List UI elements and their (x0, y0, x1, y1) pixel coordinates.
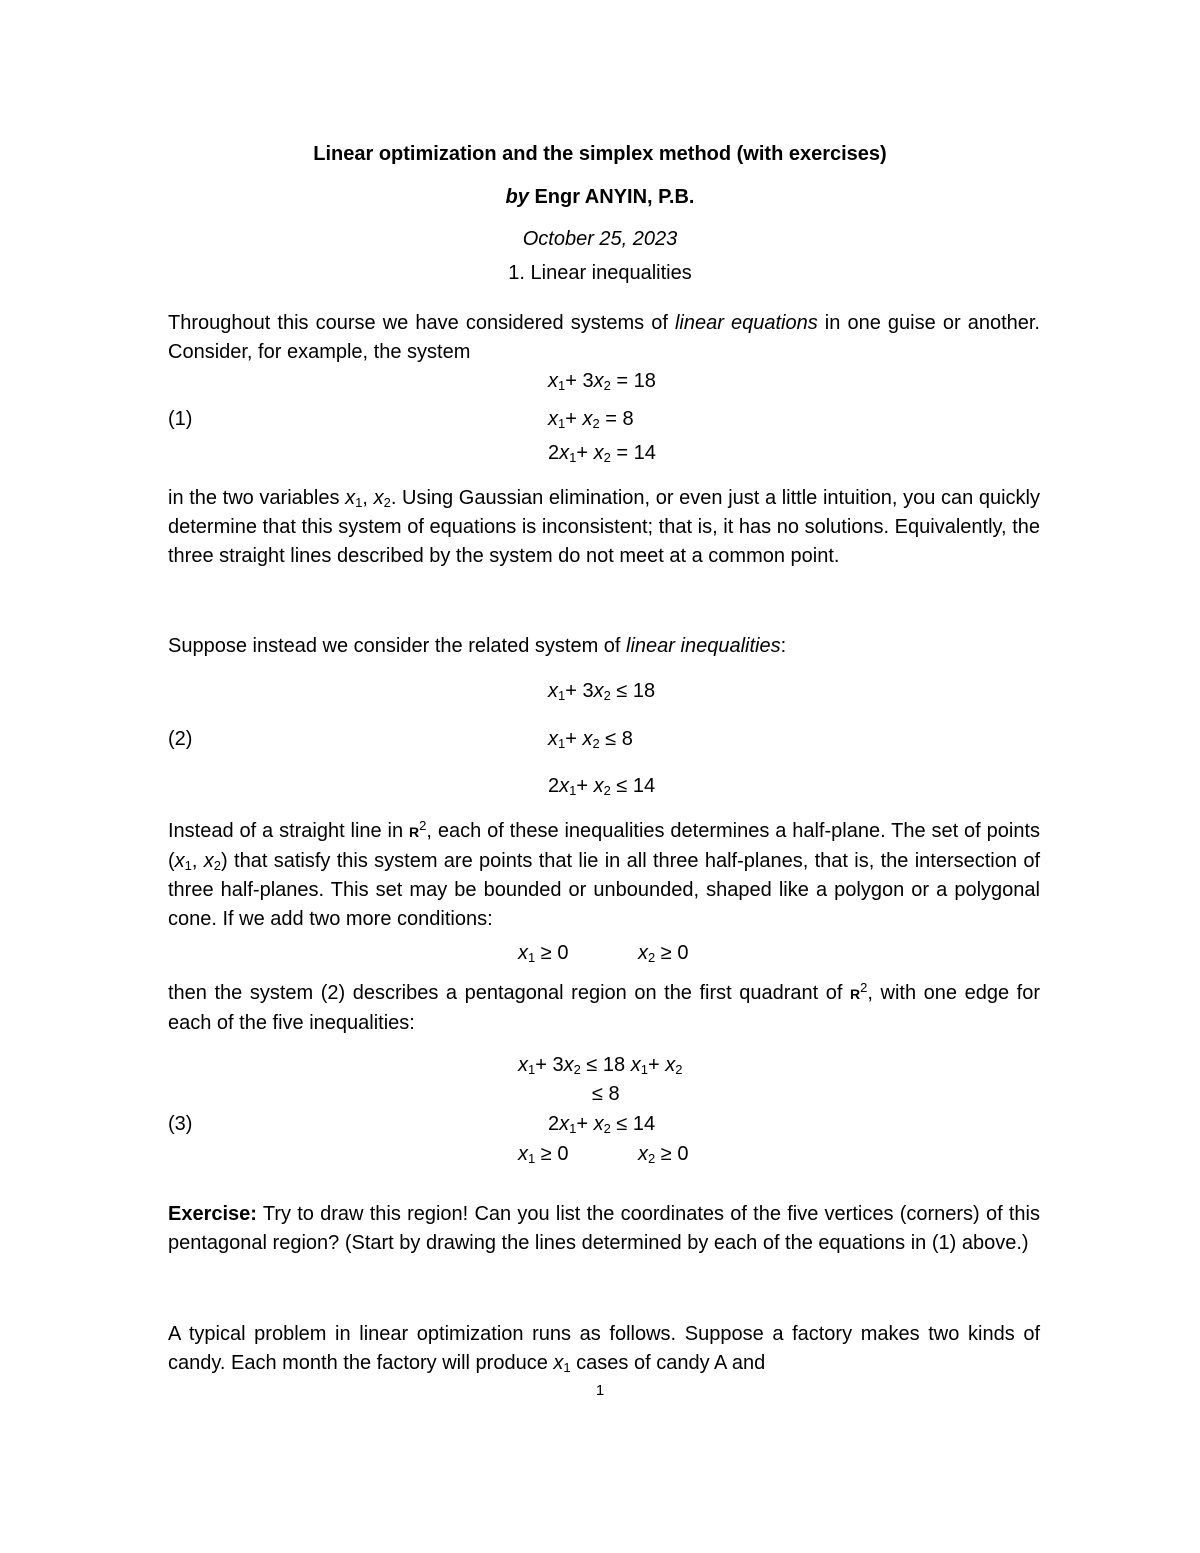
exercise-label: Exercise: (168, 1203, 257, 1225)
system3-line1: $x_1+ 3x_2 \le 18$ $x_1+ x_2$ (518, 1054, 683, 1077)
system2-eq1: $x_1+ 3x_2 \le 18$ (548, 680, 656, 703)
intro-paragraph (168, 309, 1040, 367)
typical-paragraph: A typical problem in linear optimization runs as follows. Suppose a factory makes two kinds of candy. Each month the factory will produce $x_1$ cases of candy A and (168, 1323, 1040, 1375)
author-line (0, 186, 1200, 209)
document-title: Linear optimization and the simplex method (with exercises) (313, 143, 887, 165)
system3-line4a: $x_1 \ge 0$ (518, 1143, 569, 1166)
nonneg-x1: $x_1 \ge 0$ (518, 942, 569, 965)
author-name: Engr ANYIN, P.B. (534, 186, 695, 208)
system1-eq2: $x_1+ x_2 = 8$ (548, 408, 634, 431)
halfplane-paragraph: Instead of a straight line in $R^2$, each of these inequalities determines a half-plane. The set of points ($x_1$, $x_2$) that satisfy this system are points that lie in all three half-planes, that is, the intersection of three half-planes. This set may be bounded or unbounded, shaped like a polygon or a polygonal cone. If we add two more conditions: (168, 818, 1040, 930)
system1-eq1: $x_1+ 3x_2 = 18$ (548, 370, 656, 393)
system1-eq3: $2x_1+ x_2 = 14$ (548, 442, 656, 465)
system2-eq3: $2x_1+ x_2 \le 14$ (548, 775, 656, 798)
system1-label: (1) (168, 408, 193, 430)
intro-text-2: in one guise or another. Consider, for example, the system (168, 312, 1040, 363)
pentagon-paragraph: then the system (2) describes a pentagonal region on the first quadrant of $R^2$, with one edge for each of the five inequalities: (168, 980, 1040, 1034)
system2-label: (2) (168, 728, 193, 750)
system2-eq2: $x_1+ x_2 \le 8$ (548, 728, 633, 751)
author-by: by (505, 186, 529, 208)
system3-line2: ≤ 8 (592, 1083, 620, 1105)
system3-line4b: $x_2 \ge 0$ (638, 1143, 689, 1166)
document-date: October 25, 2023 (522, 228, 678, 250)
intro-emphasis: linear equations (674, 312, 818, 334)
analysis-paragraph: in the two variables $x_1$, $x_2$. Using Gaussian elimination, or even just a little intuition, you can quickly determine that this system of equations is inconsistent; that is, it has no solutions. Equivalently, the three straight lines described by the system do not meet at a common point. (168, 487, 1040, 567)
section-heading: 1. Linear inequalities (508, 262, 692, 284)
intro-text-1: Throughout this course we have considered systems of (168, 312, 675, 334)
exercise-paragraph: Exercise: Try to draw this region! Can you list the coordinates of the five vertices (corners) of this pentagonal region? (Start by drawing the lines determined by each of the equations in (1) above.) (168, 1203, 1040, 1254)
system3-label: (3) (168, 1113, 193, 1135)
system3-line3: $2x_1+ x_2 \le 14$ (548, 1113, 656, 1136)
nonneg-x2: $x_2 \ge 0$ (638, 942, 689, 965)
suppose-paragraph: Suppose instead we consider the related system of linear inequalities: (168, 635, 787, 657)
page-number: 1 (595, 1382, 605, 1399)
